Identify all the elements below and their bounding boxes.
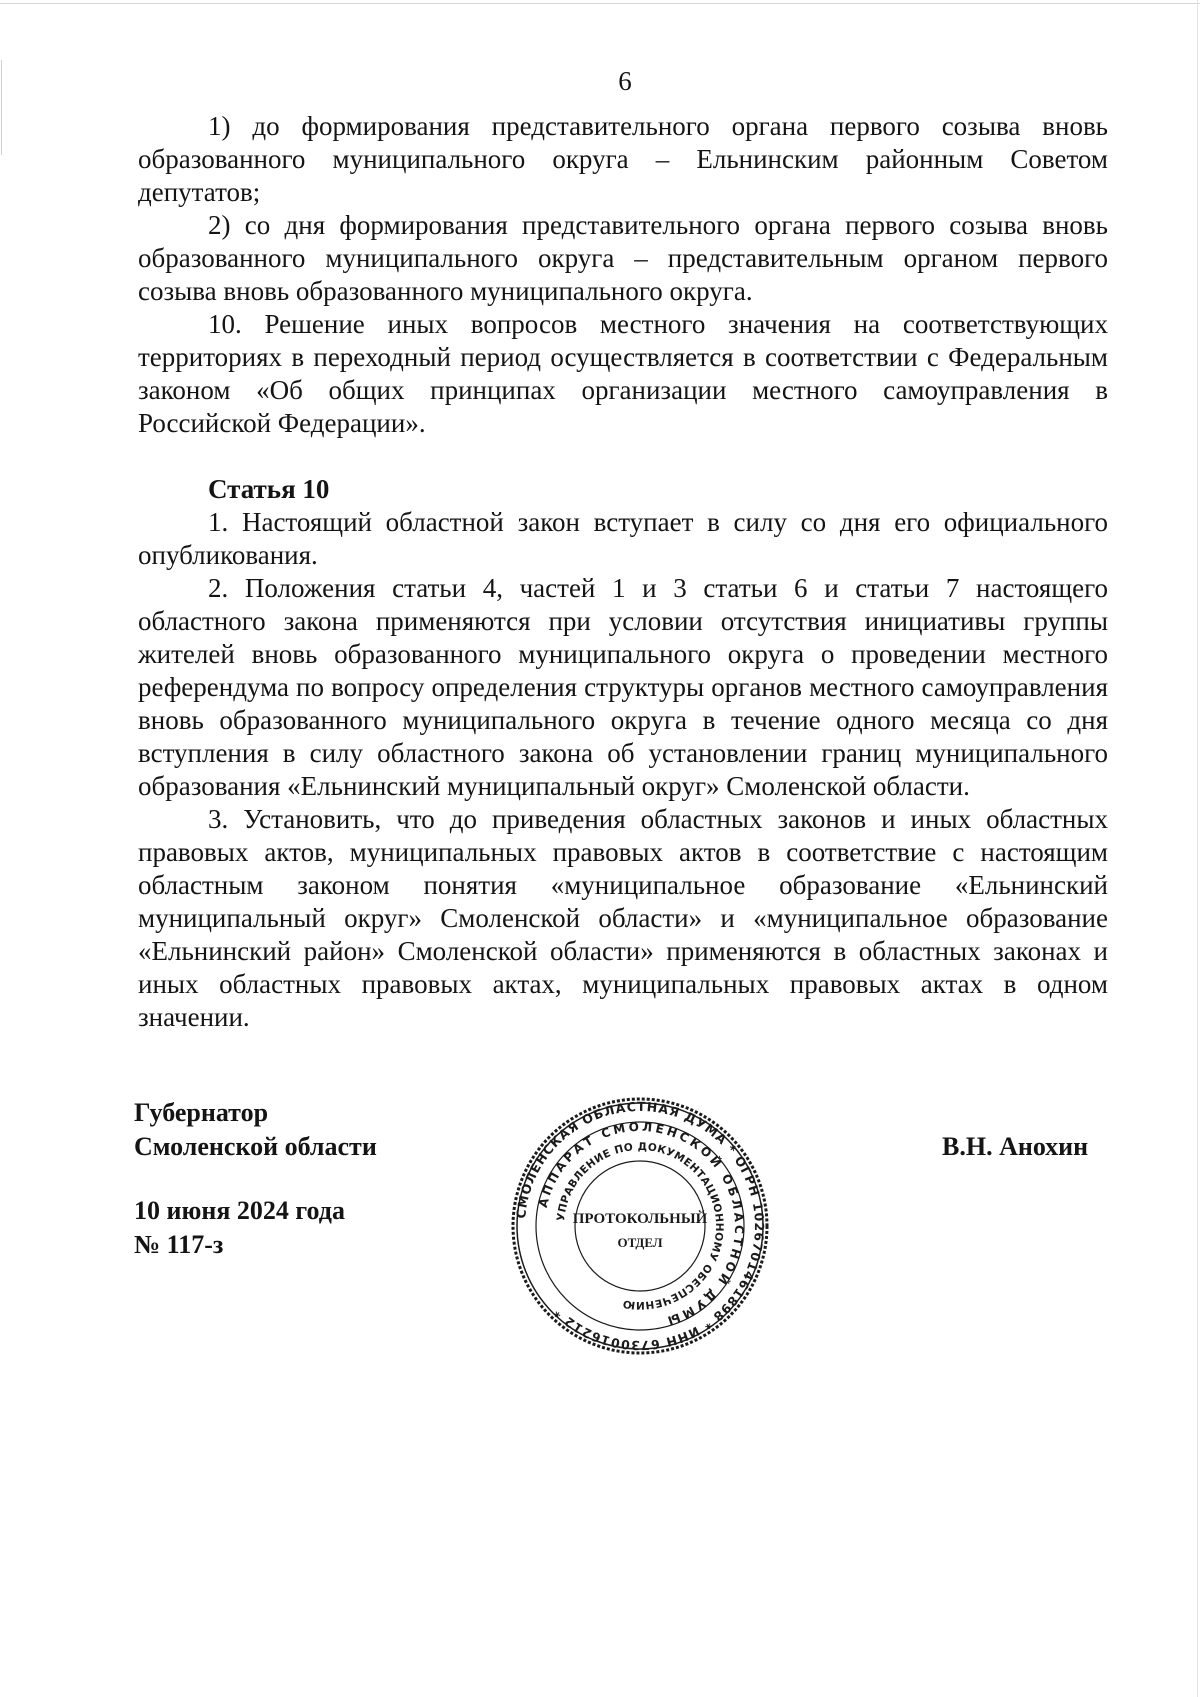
official-seal [510, 1096, 770, 1356]
paragraph-point-10: 10. Решение иных вопросов местного значения на соответствующих территориях в переходный период осуществляется в соответствии с Федеральным законом «Об общих принципах организации местного самоуправления в Российской Федерации». [138, 309, 1108, 438]
paragraph-item-1: 1) до формирования представительного органа первого созыва вновь образованного муниципального округа – Ельнинским районным Советом депутатов; [138, 111, 1108, 207]
seal-outer-text: СМОЛЕНСКАЯ ОБЛАСТНАЯ ДУМА * ОГРН 1026701461898 * ИНН 6730016212 * [513, 1098, 768, 1354]
paragraph-item-2: 2) со дня формирования представительного органа первого созыва вновь образованного муниципального округа – представительным органом первого созыва вновь образованного муниципального округа. [138, 210, 1108, 306]
seal-graphic [510, 1096, 770, 1356]
signatory-title-line2: Смоленской области [134, 1132, 377, 1161]
paragraph-article10-part3: 3. Установить, что до приведения областных законов и иных областных правовых актов, муниципальных правовых актов в соответствие с настоящим областным законом понятия «муниципальное образование «Ельнинский муниципальный округ» Смоленской области» и «муниципальное образование «Ельнинский район» Смоленской области» применяются в областных законах и иных областных правовых актах, муниципальных правовых актах в одном значении. [138, 804, 1108, 1032]
document-number: № 117-з [134, 1230, 224, 1259]
seal-inner-text: УПРАВЛЕНИЕ ПО ДОКУМЕНТАЦИОННОМУ ОБЕСПЕЧЕНИЮ [555, 1140, 726, 1312]
seal-center-line1: ПРОТОКОЛЬНЫЙ [572, 1211, 708, 1227]
paragraph-article10-part2: 2. Положения статьи 4, частей 1 и 3 статьи 6 и статьи 7 настоящего областного закона применяются при условии отсутствия инициативы группы жителей вновь образованного муниципального округа о проведении местного референдума по вопросу определения структуры органов местного самоуправления вновь образованного муниципального округа в течение одного месяца со дня вступления в силу областного закона об установлении границ муниципального образования «Ельнинский муниципальный округ» Смоленской области. [138, 573, 1108, 801]
signatory-info [134, 1096, 377, 1262]
article-heading: Статья 10 [208, 474, 330, 504]
scan-edge-top [0, 3, 1200, 4]
document-body [138, 110, 1108, 1034]
scan-edge-right [1197, 0, 1198, 1697]
signature-block [0, 1096, 1200, 1356]
seal-center-line2: ОТДЕЛ [617, 1235, 663, 1250]
document-date: 10 июня 2024 года [134, 1196, 345, 1225]
page-number: 6 [618, 66, 632, 96]
paragraph-article10-part1: 1. Настоящий областной закон вступает в силу со дня его официального опубликования. [138, 507, 1108, 570]
signatory-name: В.Н. Анохин [942, 1132, 1089, 1161]
seal-middle-text: АППАРАТ СМОЛЕНСКОЙ ОБЛАСТНОЙ ДУМЫ [535, 1119, 747, 1329]
signatory-title-line1: Губернатор [134, 1098, 269, 1127]
